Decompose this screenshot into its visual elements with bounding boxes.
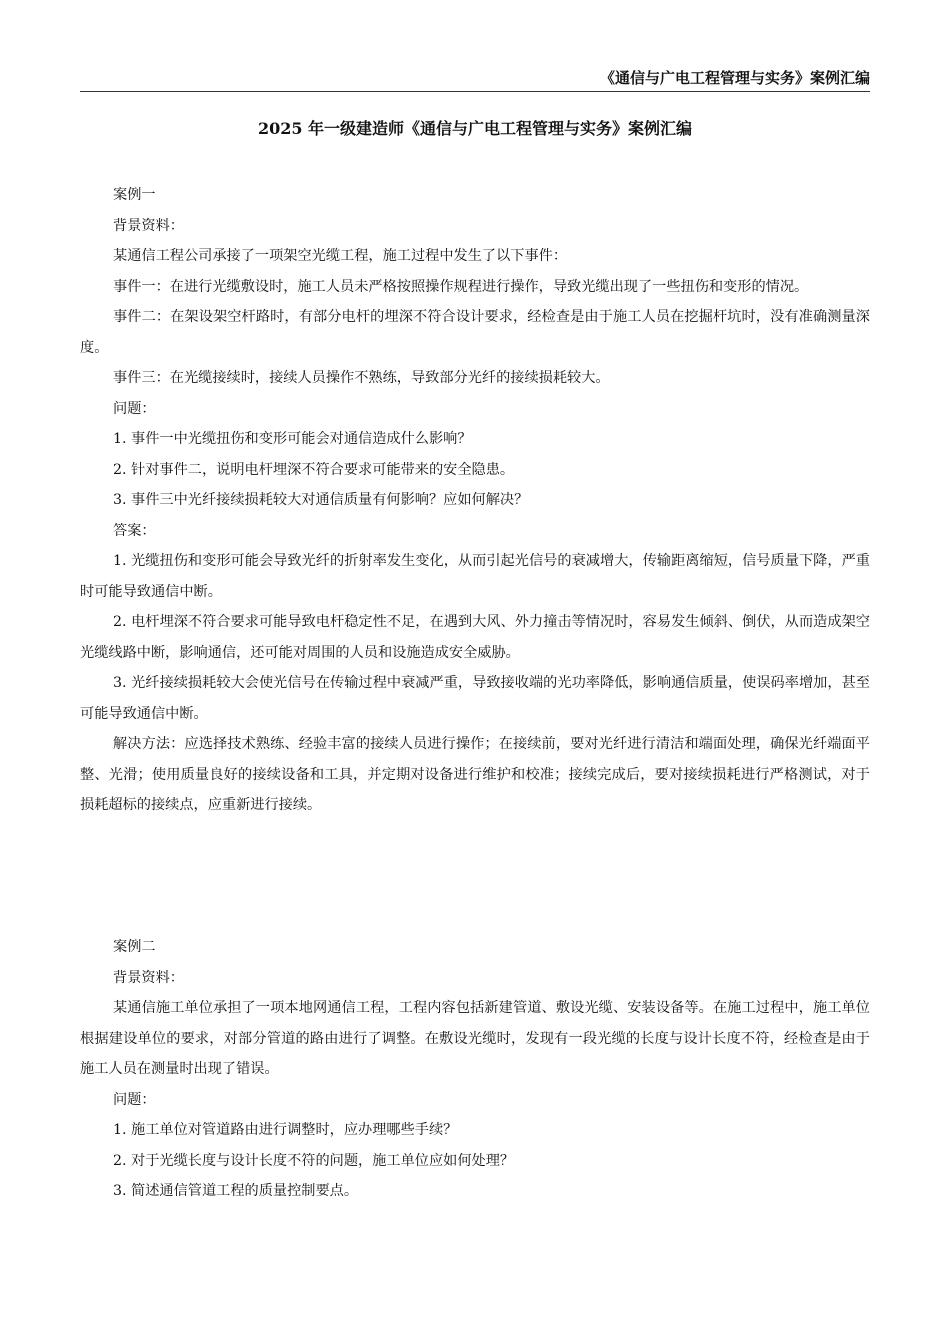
case-two-section: [80, 932, 870, 1207]
background-label: 背景资料：: [113, 217, 184, 234]
background-text: 某通信工程公司承接了一项架空光缆工程，施工过程中发生了以下事件：: [113, 248, 568, 264]
questions-label: 问题：: [113, 400, 156, 417]
question-item: 3. 事件三中光纤接续损耗较大对通信质量有何影响？应如何解决？: [113, 492, 529, 508]
event-paragraph: 事件三：在光缆接续时，接续人员操作不熟练，导致部分光纤的接续损耗较大。: [113, 370, 610, 386]
question-item: 1. 施工单位对管道路由进行调整时，应办理哪些手续？: [113, 1122, 458, 1138]
running-header: 《通信与广电工程管理与实务》案例汇编: [599, 69, 870, 87]
answer-item: 1. 光缆扭伤和变形可能会导致光纤的折射率发生变化，从而引起光信号的衰减增大，传输距离缩短，信号质量下降，严重时可能导致通信中断。: [80, 553, 870, 600]
header-rule: [80, 91, 870, 92]
document-title: 2025 年一级建造师《通信与广电工程管理与实务》案例汇编: [257, 119, 693, 138]
case-one-section: [80, 180, 870, 821]
background-text: 某通信施工单位承担了一项本地网通信工程，工程内容包括新建管道、敷设光缆、安装设备等。在施工过程中，施工单位根据建设单位的要求，对部分管道的路由进行了调整。在敷设光缆时，发现有一段光缆的长度与设计长度不符，经检查是由于施工人员在测量时出现了错误。: [80, 1000, 870, 1077]
question-item: 1. 事件一中光缆扭伤和变形可能会对通信造成什么影响？: [113, 431, 472, 447]
background-label: 背景资料：: [113, 969, 184, 986]
event-paragraph: 事件一：在进行光缆敷设时，施工人员未严格按照操作规程进行操作，导致光缆出现了一些扭伤和变形的情况。: [113, 278, 809, 295]
question-item: 2. 对于光缆长度与设计长度不符的问题，施工单位应如何处理？: [113, 1152, 515, 1169]
case-heading: 案例一: [113, 187, 156, 203]
answer-item: 解决方法：应选择技术熟练、经验丰富的接续人员进行操作；在接续前，要对光纤进行清洁和端面处理，确保光纤端面平整、光滑；使用质量良好的接续设备和工具，并定期对设备进行维护和校准；接续完成后，要对接续损耗进行严格测试，对于损耗超标的接续点，应重新进行接续。: [80, 736, 870, 813]
event-paragraph: 事件二：在架设架空杆路时，有部分电杆的埋深不符合设计要求，经检查是由于施工人员在挖掘杆坑时，没有准确测量深度。: [80, 309, 870, 356]
questions-label: 问题：: [113, 1091, 156, 1108]
answers-label: 答案：: [113, 522, 156, 539]
answer-item: 2. 电杆埋深不符合要求可能导致电杆稳定性不足，在遇到大风、外力撞击等情况时，容易发生倾斜、倒伏，从而造成架空光缆线路中断，影响通信，还可能对周围的人员和设施造成安全威胁。: [80, 614, 870, 661]
question-item: 2. 针对事件二，说明电杆埋深不符合要求可能带来的安全隐患。: [113, 461, 515, 478]
answer-item: 3. 光纤接续损耗较大会使光信号在传输过程中衰减严重，导致接收端的光功率降低，影响通信质量，使误码率增加，甚至可能导致通信中断。: [80, 675, 870, 722]
case-heading: 案例二: [113, 939, 156, 955]
question-item: 3. 简述通信管道工程的质量控制要点。: [113, 1183, 359, 1199]
